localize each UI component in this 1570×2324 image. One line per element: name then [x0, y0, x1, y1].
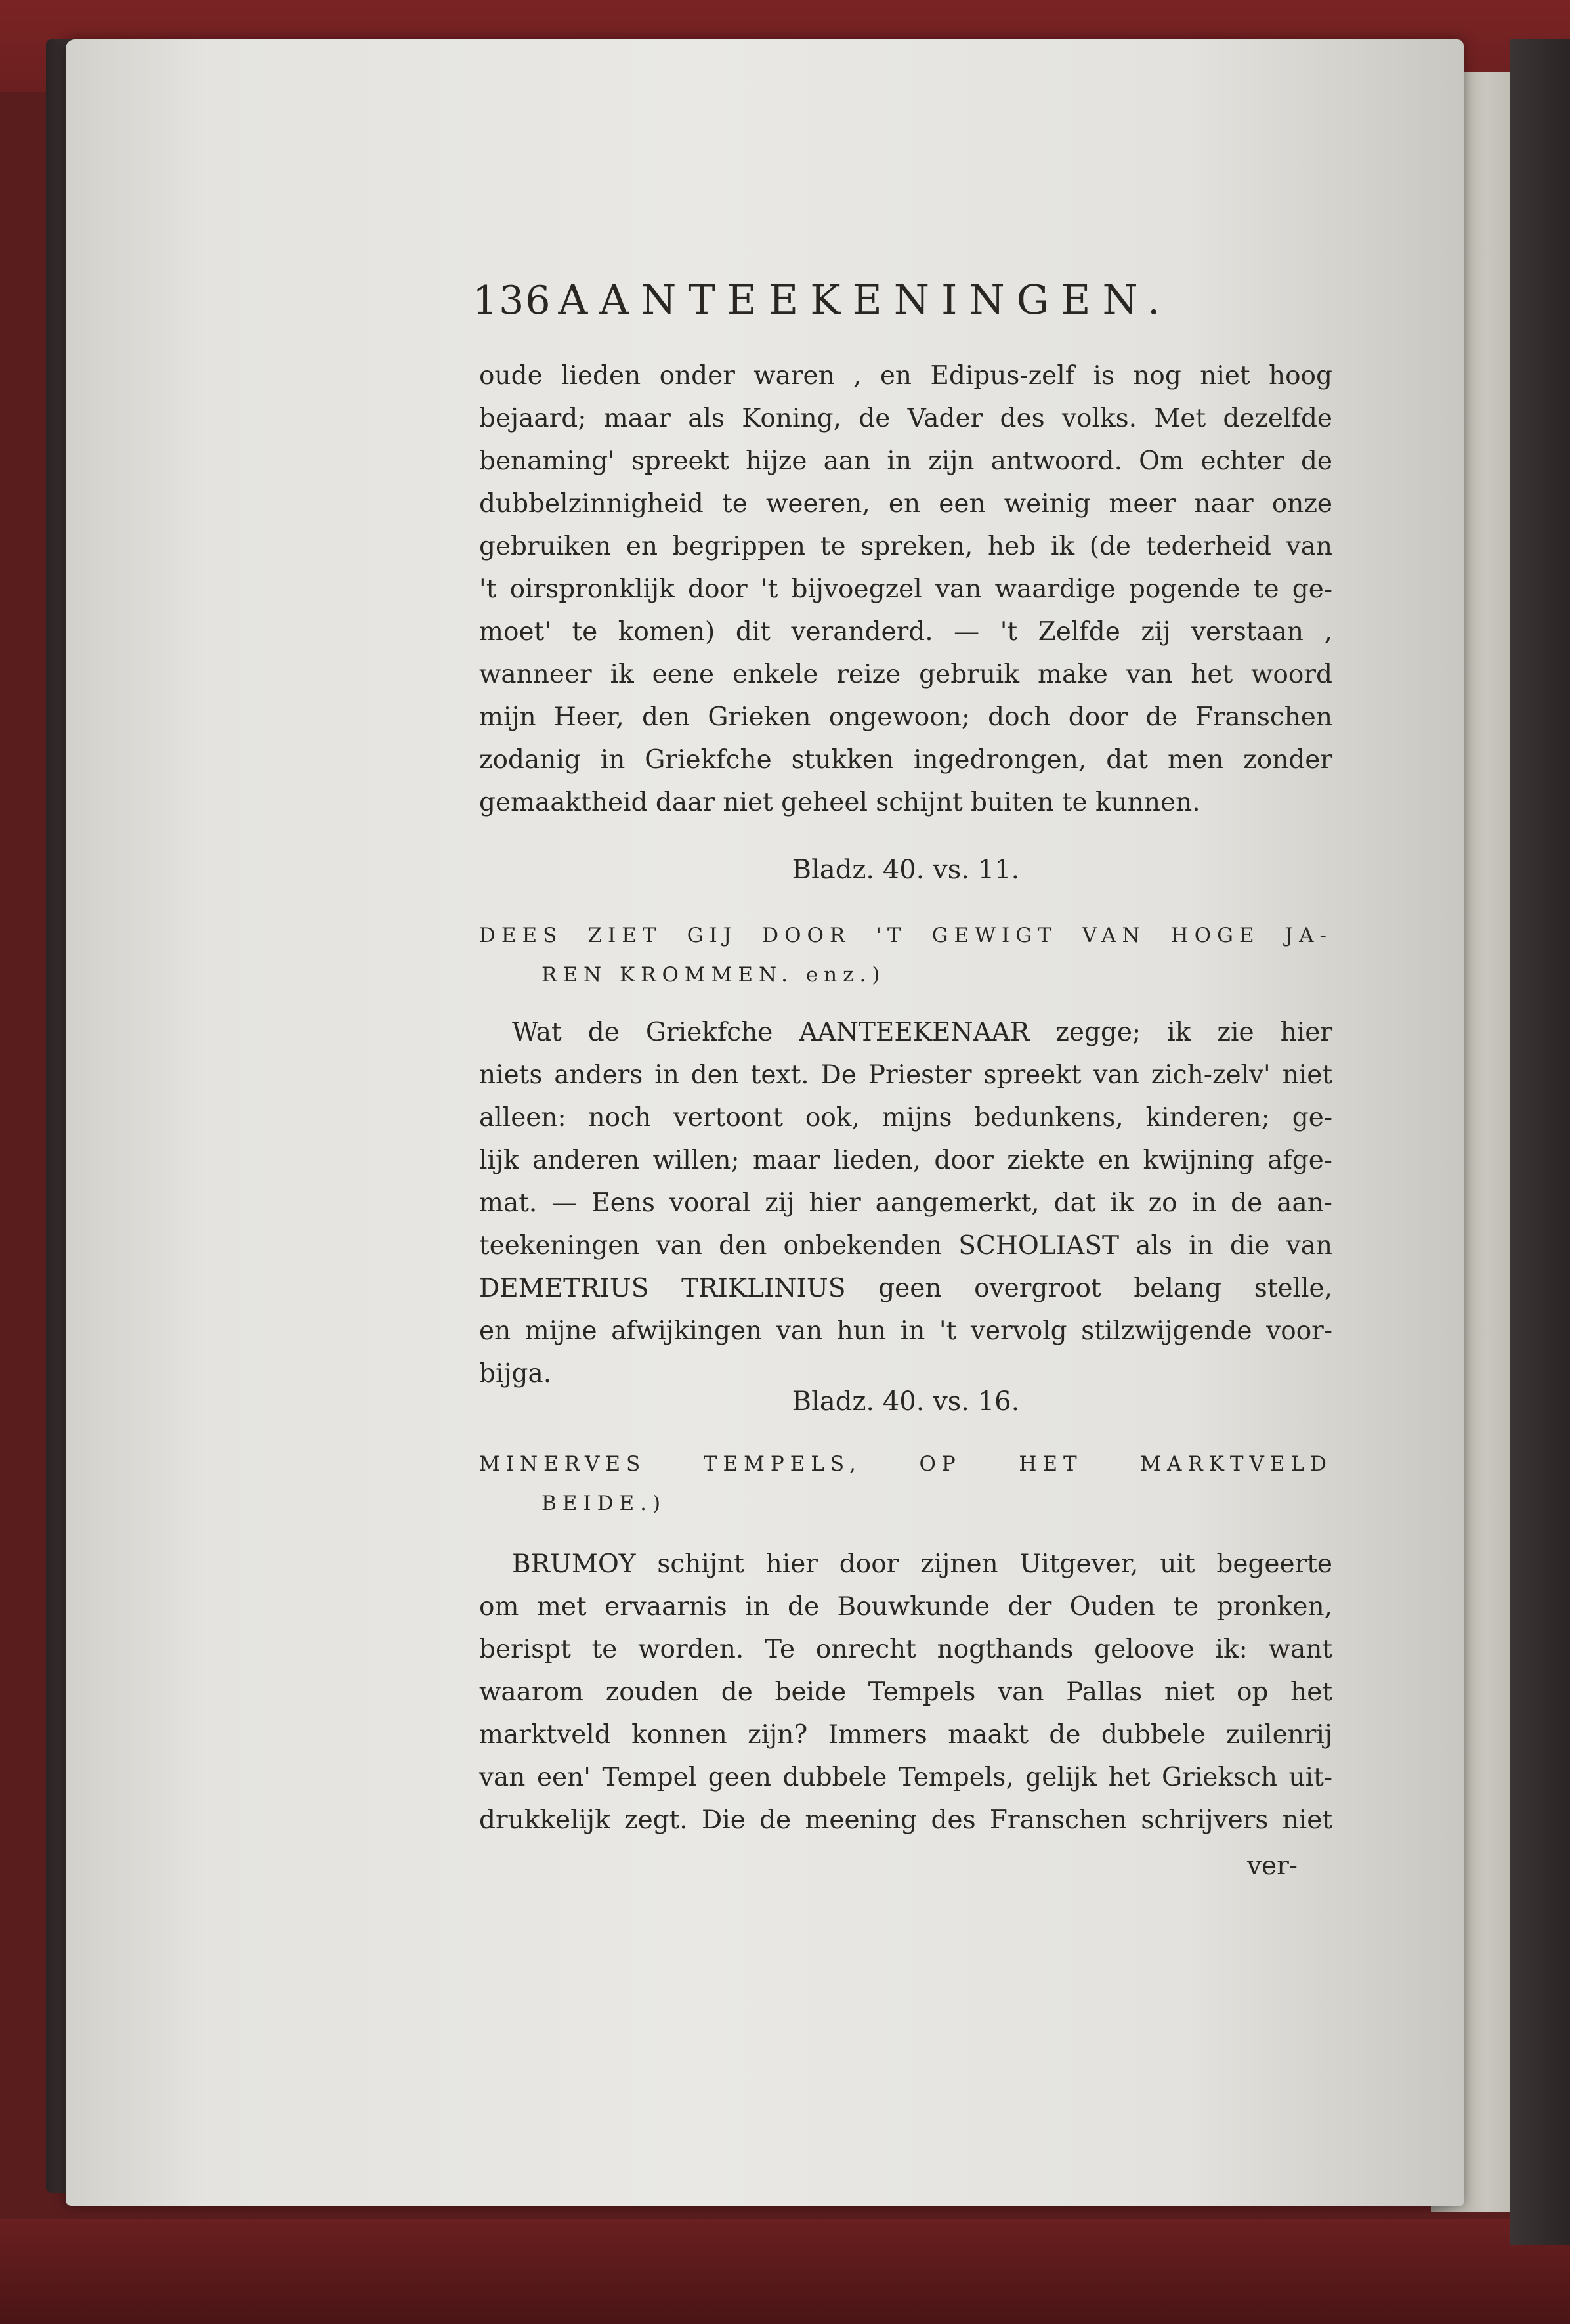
text-line: alleen: noch vertoont ook, mijns bedunkens, kinderen; ge- — [479, 1103, 1332, 1132]
text-line: BRUMOY schijnt hier door zijnen Uitgever, uit begeerte — [512, 1549, 1332, 1579]
text-line: gebruiken en begrippen te spreken, heb ik (de tederheid van — [479, 532, 1332, 561]
text-line: lijk anderen willen; maar lieden, door ziekte en kwijning afge- — [479, 1146, 1332, 1175]
running-head: AANTEEKENINGEN. — [558, 276, 1172, 324]
lemma-1 — [479, 916, 1332, 995]
lemma-line: REN KROMMEN. enz.) — [541, 963, 886, 987]
reference-heading-1: Bladz. 40. vs. 11. — [792, 855, 1020, 885]
catchword: ver- — [1247, 1851, 1298, 1881]
text-line: moet' te komen) dit veranderd. — 't Zelfde zij verstaan , — [479, 617, 1332, 647]
text-line: wanneer ik eene enkele reize gebruik make van het woord — [479, 660, 1332, 689]
text-line: 't oirspronklijk door 't bijvoegzel van waardige pogende te ge- — [479, 574, 1332, 604]
text-line: drukkelijk zegt. Die de meening des Franschen schrijvers niet — [479, 1805, 1332, 1835]
text-line: gemaaktheid daar niet geheel schijnt buiten te kunnen. — [479, 788, 1200, 817]
text-line: van een' Tempel geen dubbele Tempels, gelijk het Grieksch uit- — [479, 1763, 1332, 1792]
page-number: 136 — [473, 278, 552, 324]
text-line: mijn Heer, den Grieken ongewoon; doch door de Franschen — [479, 702, 1332, 732]
paragraph-2 — [479, 1011, 1332, 1395]
text-line: waarom zouden de beide Tempels van Pallas niet op het — [479, 1677, 1332, 1707]
lemma-line: MINERVES TEMPELS, OP HET MARKTVELD — [479, 1452, 1332, 1476]
text-line: dubbelzinnigheid te weeren, en een weinig meer naar onze — [479, 489, 1332, 519]
text-line: bijga. — [479, 1359, 552, 1388]
text-line: oude lieden onder waren , en Edipus-zelf is nog niet hoog — [479, 361, 1332, 391]
text-line: marktveld konnen zijn? Immers maakt de dubbele zuilenrij — [479, 1720, 1332, 1750]
text-line: mat. — Eens vooral zij hier aangemerkt, dat ik zo in de aan- — [479, 1188, 1332, 1218]
text-line: niets anders in den text. De Priester spreekt van zich-zelv' niet — [479, 1060, 1332, 1090]
text-line: DEMETRIUS TRIKLINIUS geen overgroot belang stelle, — [479, 1274, 1332, 1303]
text-line: Wat de Griekfche AANTEEKENAAR zegge; ik zie hier — [512, 1018, 1332, 1047]
text-line: teekeningen van den onbekenden SCHOLIAST als in die van — [479, 1231, 1332, 1260]
text-line: om met ervaarnis in de Bouwkunde der Ouden te pronken, — [479, 1592, 1332, 1622]
lemma-line: BEIDE.) — [541, 1492, 667, 1515]
text-line: en mijne afwijkingen van hun in 't vervolg stilzwijgende voor- — [479, 1316, 1332, 1346]
lemma-2 — [479, 1444, 1332, 1523]
reference-heading-2: Bladz. 40. vs. 16. — [792, 1387, 1020, 1417]
text-line: berispt te worden. Te onrecht nogthands geloove ik: want — [479, 1635, 1332, 1664]
text-line: benaming' spreekt hijze aan in zijn antwoord. Om echter de — [479, 446, 1332, 476]
text-line: zodanig in Griekfche stukken ingedrongen, dat men zonder — [479, 745, 1332, 775]
lemma-line: DEES ZIET GIJ DOOR 'T GEWIGT VAN HOGE JA- — [479, 924, 1332, 947]
paragraph-1 — [479, 355, 1332, 824]
page-header — [473, 276, 1300, 348]
paragraph-3 — [479, 1543, 1332, 1841]
text-line: bejaard; maar als Koning, de Vader des volks. Met dezelfde — [479, 404, 1332, 433]
